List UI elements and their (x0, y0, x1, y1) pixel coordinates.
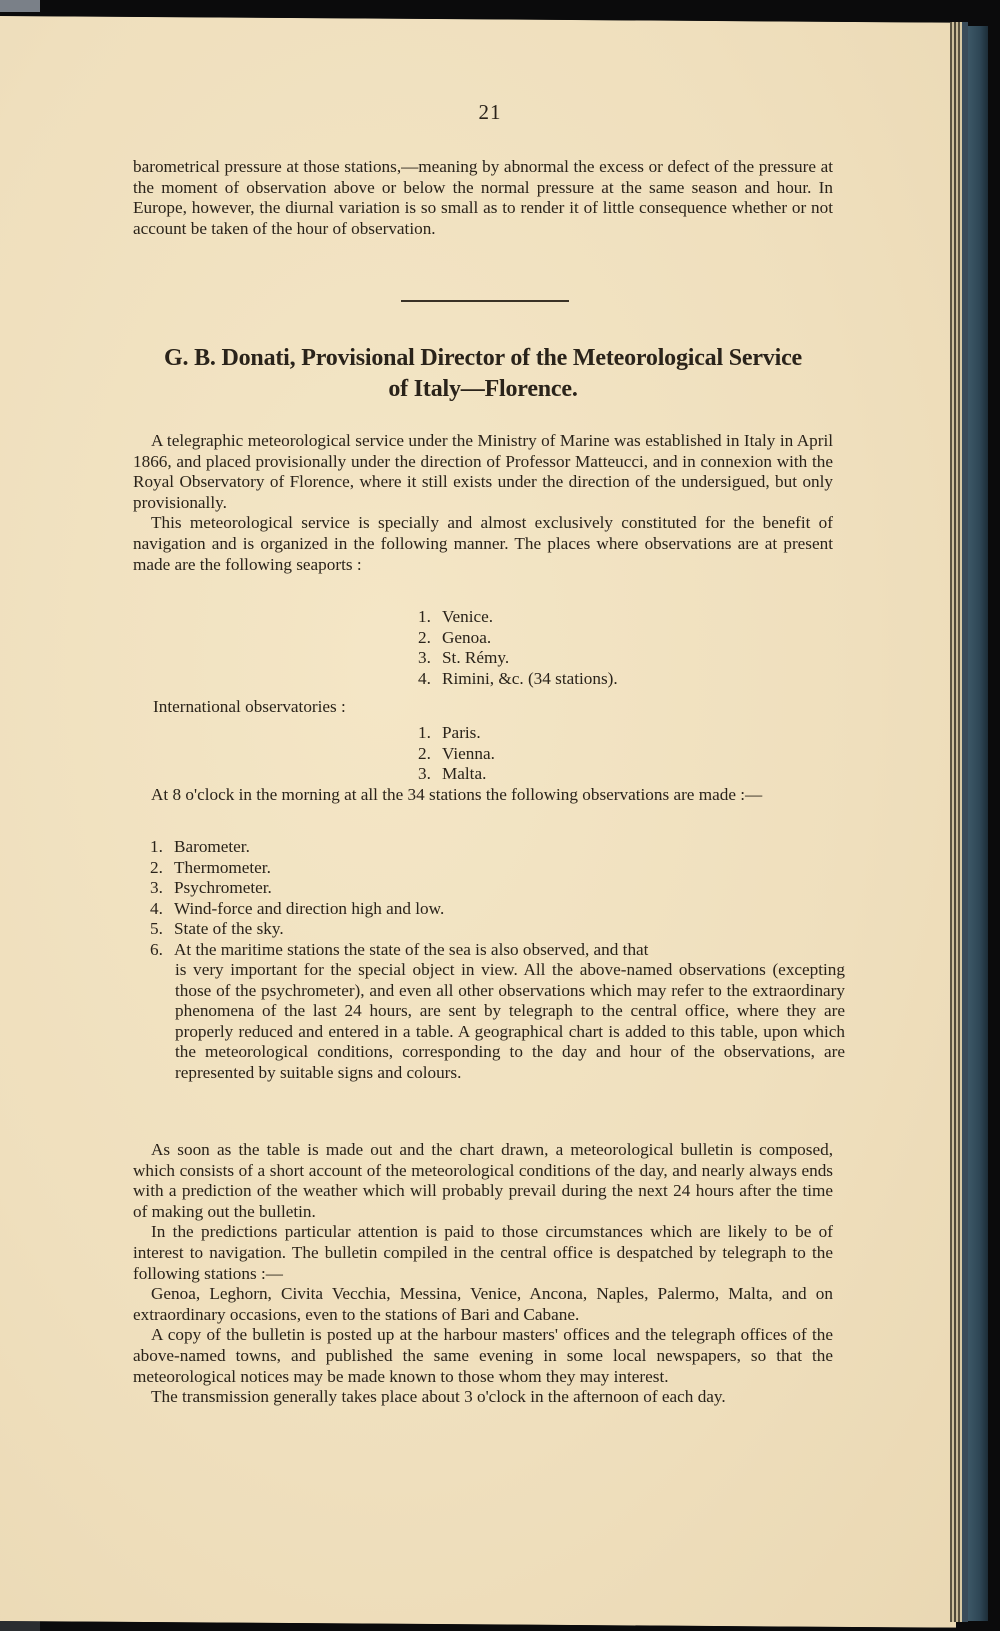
paragraph: This meteorological service is specially and almost exclusively constituted for the benefit of navigation and is organized in the following manner. The places where observations are at present made are the following seaports : (133, 513, 833, 574)
list-item: 2. Thermometer. (150, 857, 271, 877)
list-item: 3. St. Rémy. (418, 648, 510, 667)
observations-list (150, 837, 845, 1083)
section-heading: G. B. Donati, Provisional Director of the Meteorological Service of Italy—Florence. (164, 345, 802, 402)
paragraph: A copy of the bulletin is posted up at the harbour masters' offices and the telegraph offices of the above-named towns, and published the same evening in some local newspapers, so that the meteorological notices may be made known to those whom they may interest. (133, 1325, 833, 1386)
section-divider (401, 300, 569, 302)
list-item: 6. At the maritime stations the state of the sea is also observed, and that is very important for the special object in view. All the above-named observations (excepting those of the psychrometer), and even all other observations which may refer to the extraordinary phenomena of the last 24 hours, are sent by telegraph to the central office, where they are properly reduced and entered in a table. A geographical chart is added to this table, upon which the meteorological conditions, corresponding to the day and hour of the observations, are represented by suitable signs and colours. (150, 939, 845, 1082)
paragraph: The transmission generally takes place about 3 o'clock in the afternoon of each day. (151, 1387, 726, 1407)
closing-paragraphs (133, 1140, 833, 1408)
list-item-continuation: is very important for the special object in view. All the above-named observations (excepting those of the psychrometer), and even all other observations which may refer to the extraordinary phenomena of the last 24 hours, are sent by telegraph to the central office, where they are properly reduced and entered in a table. A geographical chart is added to this table, upon which the meteorological conditions, corresponding to the day and hour of the observations, are represented by suitable signs and colours. (175, 960, 845, 1082)
paragraph: Genoa, Leghorn, Civita Vecchia, Messina, Venice, Ancona, Naples, Palermo, Malta, and on extraordinary occasions, even to the stations of Bari and Cabane. (133, 1284, 833, 1324)
list-item: 1. Paris. (418, 723, 481, 742)
list-item: 4. Rimini, &c. (34 stations). (418, 668, 618, 688)
observations-intro: At 8 o'clock in the morning at all the 34 stations the following observations are made :— (151, 785, 763, 804)
observatories-list (418, 723, 495, 785)
list-item: 1. Venice. (418, 607, 494, 626)
paragraph: A telegraphic meteorological service under the Ministry of Marine was established in Italy in April 1866, and placed provisionally under the direction of Professor Matteucci, and in connexion with the Royal Observatory of Florence, where it still exists under the direction of the undersigued, but only provisionally. (133, 431, 833, 512)
section-paragraphs (133, 431, 833, 575)
list-item: 3. Malta. (418, 764, 487, 783)
list-item: 3. Psychrometer. (150, 878, 272, 897)
list-item: 1. Barometer. (150, 837, 250, 856)
paragraph: In the predictions particular attention is paid to those circumstances which are likely to be of interest to navigation. The bulletin compiled in the central office is despatched by telegraph to the following stations :— (133, 1222, 833, 1283)
list-item: 2. Genoa. (418, 627, 492, 647)
seaports-list (418, 607, 618, 689)
list-item: 4. Wind-force and direction high and low. (150, 898, 445, 918)
page-number: 21 (478, 100, 502, 124)
international-observatories-label: International observatories : (153, 697, 346, 716)
list-item: 5. State of the sky. (150, 919, 284, 938)
intro-paragraph: barometrical pressure at those stations,—meaning by abnormal the excess or defect of the pressure at the moment of observation above or below the normal pressure at the same season and hour. In Europe, however, the diurnal variation is so small as to render it of little consequence whether or not account be taken of the hour of observation. (133, 157, 833, 238)
list-item: 2. Vienna. (418, 743, 495, 763)
paragraph: As soon as the table is made out and the chart drawn, a meteorological bulletin is composed, which consists of a short account of the meteorological conditions of the day, and nearly always ends with a prediction of the weather which will probably prevail during the next 24 hours after the time of making out the bulletin. (133, 1140, 833, 1221)
